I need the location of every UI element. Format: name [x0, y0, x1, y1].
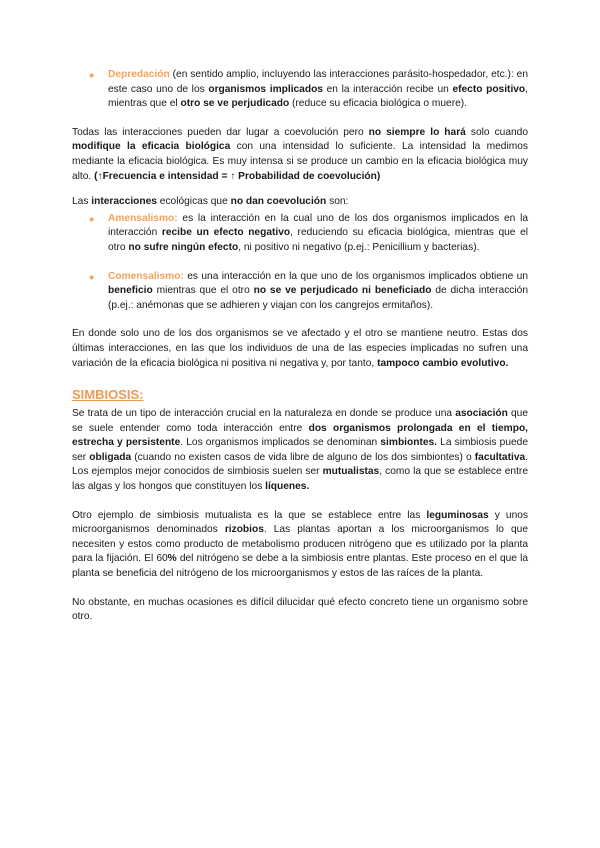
bold-text: (↑Frecuencia e intensidad = ↑ Probabilidad de coevolución)	[94, 170, 381, 182]
paragraph-symbiosis-definition	[72, 407, 528, 495]
text: . Las plantas aportan a los microorganismos lo que necesiten y estos como producto de metabolismo producen nitrógeno que es utilizado por la planta para la fijación. El 60	[72, 524, 528, 565]
term-predation: Depredación	[108, 69, 170, 80]
bold-text: tampoco cambio evolutivo.	[377, 357, 509, 369]
text: en la interacción recibe un	[322, 83, 453, 95]
bold-text: no dan coevolución	[230, 196, 327, 208]
text: es una interacción en la que uno de los organismos implicados obtiene un	[183, 270, 528, 282]
text: Se trata de un tipo de interacción crucial en la naturaleza en donde se produce una	[72, 408, 456, 420]
bullet-icon: ●	[89, 213, 95, 224]
paragraph-no-coevolution-intro	[72, 195, 528, 210]
bold-text: otro se ve perjudicado	[180, 98, 290, 110]
bold-text: modifique la eficacia biológica	[72, 141, 231, 153]
paragraph-neutral	[72, 327, 528, 371]
text: mientras que el otro	[152, 285, 254, 297]
text: con una intensidad lo suficiente. La intensidad la medimos mediante la eficacia biológica. Es muy intensa si se produce un cambio en la eficacia biológica muy alto.	[72, 141, 528, 182]
text: , mientras que el	[108, 83, 529, 110]
bold-text: beneficio	[108, 285, 153, 297]
text: que se suele entender como toda interacción entre	[72, 408, 529, 434]
list-item-commensalism	[72, 270, 528, 314]
bold-text: recibe un efecto negativo	[161, 227, 291, 239]
bold-text: rizobios	[224, 524, 264, 536]
text: (reduce su eficacia biológica o muere).	[289, 98, 467, 110]
text: y unos microorganismos denominados	[72, 509, 528, 536]
text: (en sentido amplio, incluyendo las interacciones parásito-hospedador, etc.): en este caso uno de los	[108, 69, 528, 95]
text: . Los ejemplos mejor conocidos de simbiosis suelen ser	[72, 451, 528, 478]
bold-text: mutualistas	[322, 466, 380, 478]
paragraph-coevolution	[72, 126, 528, 184]
text: es la interacción en la cual uno de los dos organismos implicados en la interacción	[108, 212, 528, 239]
text: . Los organismos implicados se denominan	[180, 437, 381, 449]
bold-text: leguminosas	[426, 509, 489, 521]
bold-text: %	[167, 553, 177, 565]
term-amensalism: Amensalismo:	[108, 212, 178, 224]
bold-text: no se ve perjudicado ni beneficiado	[253, 285, 432, 297]
bold-text: obligada	[89, 451, 132, 463]
text: , como la que se establece entre las algas y los hongos que constituyen los	[72, 466, 528, 493]
bold-text: simbiontes.	[380, 437, 437, 449]
list-item-predation	[72, 68, 528, 112]
bold-text: líquenes.	[265, 481, 310, 493]
interaction-list-top	[72, 68, 528, 112]
text: La simbiosis puede ser	[72, 437, 529, 463]
text: ecológicas que	[156, 196, 231, 208]
bold-text: interacciones	[91, 196, 157, 208]
term-commensalism: Comensalismo:	[108, 270, 184, 282]
text: de dicha interacción (p.ej.: anémonas que se adhieren y viajan con los cangrejos ermitaños).	[108, 285, 528, 311]
text: , ni positivo ni negativo (p.ej.: Penicillium y bacterias).	[238, 241, 480, 253]
bold-text: efecto positivo	[452, 83, 526, 95]
bold-text: no siempre lo hará	[368, 126, 466, 138]
text: del nitrógeno se debe a la simbiosis entre plantas. Este proceso en el que la planta se beneficia del nitrógeno de los microorganismos y estos de las raíces de la planta.	[72, 553, 528, 580]
bold-text: asociación	[455, 408, 508, 420]
bold-text: dos organismos prolongada en el tiempo, estrecha y persistente	[72, 422, 528, 449]
text: Las	[72, 196, 92, 208]
document-page	[72, 68, 528, 625]
list-item-amensalism	[72, 212, 528, 256]
section-title-symbiosis: SIMBIOSIS:	[72, 387, 144, 403]
interaction-list-no-coevolution	[72, 212, 528, 314]
bullet-icon: ●	[89, 271, 95, 282]
text: son:	[326, 196, 349, 208]
paragraph-closing	[72, 596, 528, 625]
text: Todas las interacciones pueden dar lugar a coevolución pero	[72, 126, 369, 138]
text: No obstante, en muchas ocasiones es difícil dilucidar qué efecto concreto tiene un organismo sobre otro.	[72, 596, 528, 623]
text: (cuando no existen casos de vida libre de alguno de los dos simbiontes) o	[131, 451, 475, 463]
bullet-icon: ●	[89, 70, 95, 80]
text: Otro ejemplo de simbiosis mutualista es la que se establece entre las	[72, 509, 427, 521]
bold-text: facultativa	[474, 451, 526, 463]
text: solo cuando	[465, 126, 529, 138]
text: , reduciendo su eficacia biológica, mientras que el otro	[108, 227, 528, 253]
bold-text: no sufre ningún efecto	[128, 241, 239, 253]
paragraph-symbiosis-example	[72, 509, 528, 582]
text: En donde solo uno de los dos organismos se ve afectado y el otro se mantiene neutro. Estas dos últimas interacciones, en las que los individuos de una de las especies implicadas no sufren una variación de la eficacia biológica ni positiva ni negativa y, por tanto,	[72, 328, 528, 369]
bold-text: organismos implicados	[208, 83, 323, 95]
